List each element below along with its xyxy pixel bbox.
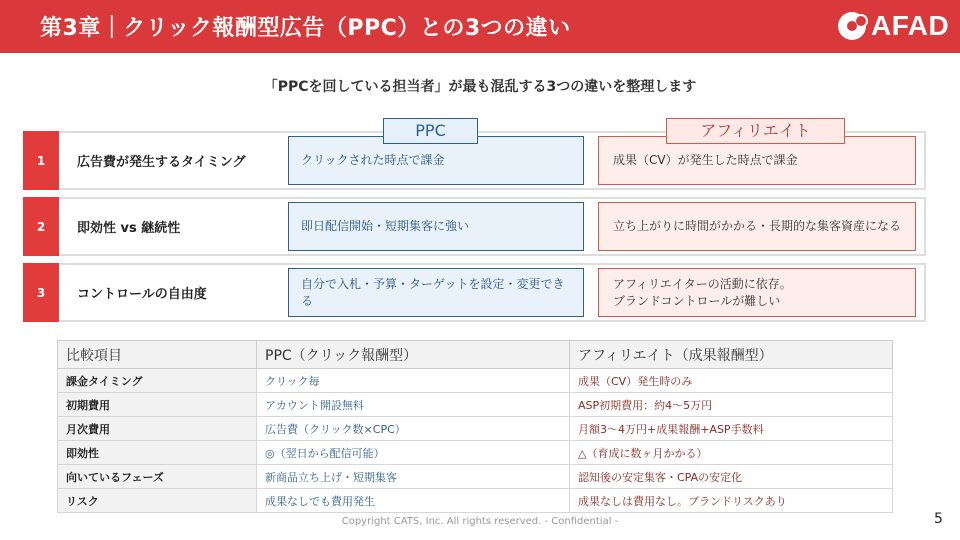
- affiliate-cell: アフィリエイターの活動に依存。 ブランドコントロールが難しい: [598, 268, 916, 317]
- ppc-cell: クリックされた時点で課金: [288, 136, 584, 185]
- table-header-row: [58, 341, 893, 369]
- table-row: [58, 441, 893, 465]
- column-header-ppc: PPC: [383, 118, 478, 144]
- row-label: 即効性 vs 継続性: [77, 221, 181, 236]
- ppc-cell: 自分で入札・予算・ターゲットを設定・変更できる: [288, 268, 584, 317]
- table-row-header: 初期費用: [58, 393, 257, 417]
- table-row-header: リスク: [58, 489, 257, 513]
- comparison-row-2: [23, 197, 926, 256]
- table-cell-ppc: ◎（翌日から配信可能）: [257, 441, 570, 465]
- table-header-cell: アフィリエイト（成果報酬型）: [570, 341, 893, 369]
- slide-header: [0, 0, 960, 53]
- row-number-badge: 1: [23, 131, 59, 190]
- table-row-header: 課金タイミング: [58, 369, 257, 393]
- table-cell-ppc: クリック毎: [257, 369, 570, 393]
- comparison-row-3: [23, 263, 926, 322]
- row-label: 広告費が発生するタイミング: [77, 155, 246, 170]
- logo-mark-icon: [838, 12, 866, 40]
- table-cell-ppc: 新商品立ち上げ・短期集客: [257, 465, 570, 489]
- table-row: [58, 489, 893, 513]
- table-cell-affiliate: ASP初期費用：約4〜5万円: [570, 393, 893, 417]
- table-cell-affiliate: 認知後の安定集客・CPAの安定化: [570, 465, 893, 489]
- slide-subtitle: 「PPCを回している担当者」が最も混乱する3つの違いを整理します: [263, 79, 697, 95]
- table-row-header: 月次費用: [58, 417, 257, 441]
- table-cell-affiliate: 成果なしは費用なし。ブランドリスクあり: [570, 489, 893, 513]
- table-cell-ppc: 広告費（クリック数×CPC）: [257, 417, 570, 441]
- column-header-affiliate: アフィリエイト: [666, 118, 845, 144]
- row-number-badge: 2: [23, 197, 59, 256]
- table-row: [58, 369, 893, 393]
- table-row: [58, 393, 893, 417]
- afad-logo: [838, 9, 949, 43]
- table-cell-ppc: アカウント開設無料: [257, 393, 570, 417]
- row-label: コントロールの自由度: [77, 287, 207, 302]
- affiliate-cell: 成果（CV）が発生した時点で課金: [598, 136, 916, 185]
- table-cell-affiliate: 月額3〜4万円+成果報酬+ASP手数料: [570, 417, 893, 441]
- ppc-cell: 即日配信開始・短期集客に強い: [288, 202, 584, 251]
- table-header-cell: PPC（クリック報酬型）: [257, 341, 570, 369]
- table-row-header: 向いているフェーズ: [58, 465, 257, 489]
- table-row-header: 即効性: [58, 441, 257, 465]
- affiliate-cell: 立ち上がりに時間がかかる・長期的な集客資産になる: [598, 202, 916, 251]
- logo-text: AFAD: [871, 10, 950, 41]
- page-number: 5: [934, 511, 943, 527]
- table-row: [58, 417, 893, 441]
- table-row: [58, 465, 893, 489]
- table-header-cell: 比較項目: [58, 341, 257, 369]
- comparison-table: [57, 340, 893, 513]
- copyright-footer: Copyright CATS, Inc. All rights reserved. - Confidential -: [341, 516, 619, 527]
- slide-title: 第3章｜クリック報酬型広告（PPC）との3つの違い: [40, 16, 571, 41]
- table-cell-ppc: 成果なしでも費用発生: [257, 489, 570, 513]
- table-cell-affiliate: △（育成に数ヶ月かかる）: [570, 441, 893, 465]
- table-cell-affiliate: 成果（CV）発生時のみ: [570, 369, 893, 393]
- row-number-badge: 3: [23, 263, 59, 322]
